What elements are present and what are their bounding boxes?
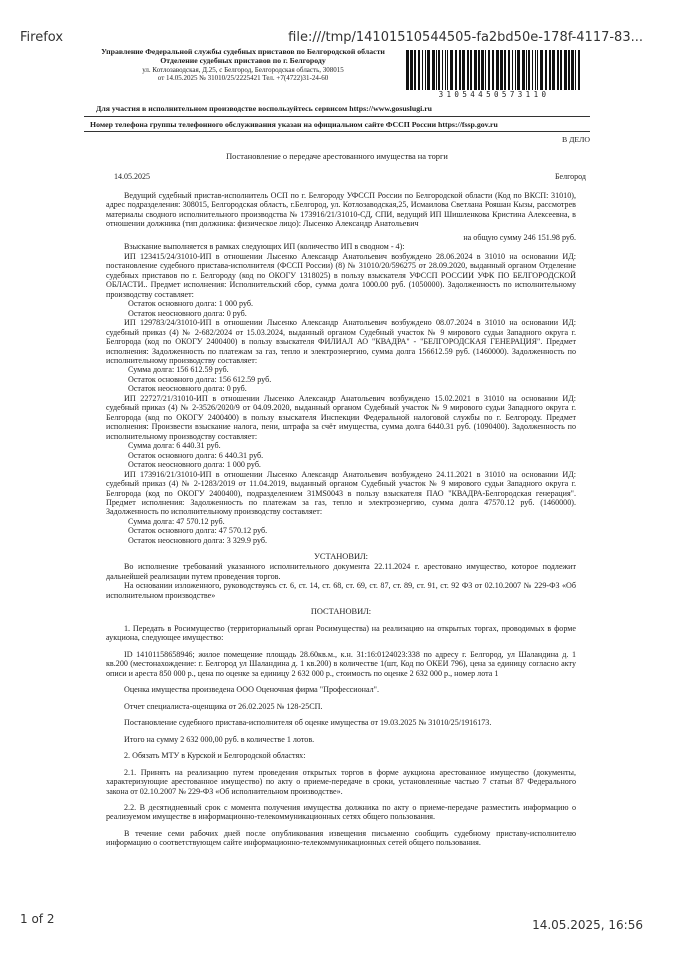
ip-3-text: ИП 22727/21/31010-ИП в отношении Лысенко Александр Анатольевич возбуждено 15.02.2021 в 31010 на основании ИД: судебный приказ (4) № 2-3526/2020/9 от 04.09.2020, выданный органом Судебный участок № 9 мирового судьи Западного округа г. Белгорода (код по ОКОГУ 2400400) в пользу взыскателя Инспекции Федеральной налоговой службы по г. Белгороду. Предмет исполнения: Произвести взыскание налога, пени, штрафа за счёт имущества, сумма долга 6440.31 руб. (1090400). Задолженность по исполнительному производству составляет:: [106, 393, 576, 441]
property-description: ID 14101158658946; жилое помещение площадь 28.60кв.м., к.н. 31:16:0124023:338 по адресу г. Белгород, ул Шаландина д. 1 кв.200 (местонахождение: г. Белгород ул Шаландина д. 1 кв.200) в количестве 1(шт, Код по ОКЕИ 796), цена за единицу согласно акту описи и ареста 850 000 р., цена по оценке за единицу 2 632 000 р., стоимость по оценке 2 632 000 р., номер лота 1: [106, 649, 576, 678]
barcode-graphic: [406, 50, 582, 90]
ip-2-remaining: Остаток основного долга: 156 612.59 руб.: [128, 374, 272, 384]
postanovil-heading: ПОСТАНОВИЛ:: [310, 607, 372, 617]
item-2-2: 2.2. В десятидневный срок с момента получения имущества должника по акту о приеме-передаче разместить информацию о реализуемом имуществе в информационно-телекоммуникационных сетях общего пользования.: [106, 802, 576, 822]
issuer-reg-info: от 14.05.2025 № 31010/25/2225421 Тел. +7(4722)31-24-60: [157, 73, 329, 82]
ip-3-sum: Сумма долга: 6 440.31 руб.: [128, 441, 221, 451]
ustanovil-heading: УСТАНОВИЛ:: [314, 552, 368, 562]
page-counter: 1 of 2: [20, 912, 55, 926]
barcode-number: 31054450573110: [438, 90, 550, 99]
phone-line: Номер телефона группы телефонного обслуживания указан на официальном сайте ФССП России https://fssp.gov.ru: [90, 120, 498, 129]
document-date: 14.05.2025: [114, 172, 150, 181]
ustanovil-text: Во исполнение требований указанного исполнительного документа 22.11.2024 г. арестовано имущество, которое подлежит дальнейшей реализации путем проведения торгов.: [106, 562, 576, 581]
gosuslugi-line: Для участия в исполнительном производстве воспользуйтесь сервисом https://www.gosuslugi.ru: [96, 104, 433, 113]
ip-4-sum: Сумма долга: 47 570.12 руб.: [128, 516, 225, 526]
ip-1-remaining: Остаток основного долга: 1 000 руб.: [128, 299, 254, 309]
legal-basis: На основании изложенного, руководствуясь ст. 6, ст. 14, ст. 68, ст. 69, ст. 87, ст. 89, ст. 91, ст. 92 ФЗ от 02.10.2007 № 229-ФЗ «Об исполнительном производстве»: [106, 581, 576, 600]
ip-4-remaining: Остаток основного долга: 47 570.12 руб.: [128, 526, 268, 536]
browser-app-name: Firefox: [20, 30, 64, 45]
issuer-block: [84, 48, 402, 82]
file-url: file:///tmp/14101510544505-fa2bd50e-178f-4117-83...: [288, 30, 643, 45]
intro-total-sum: на общую сумму 246 151.98 руб.: [463, 232, 576, 242]
ip-3-nonmain: Остаток неосновного долга: 1 000 руб.: [128, 460, 261, 470]
ip-2-sum: Сумма долга: 156 612.59 руб.: [128, 365, 229, 375]
ip-1-text: ИП 123415/24/31010-ИП в отношении Лысенко Александр Анатольевич возбуждено 28.06.2024 в 31010 на основании ИД: постановление судебного пристава-исполнителя (ФССП России) (8) № 31010/20/596275 от 28.09.2020, выданный органом Отделение судебных приставов по г. Белгороду (код по ОКОГУ 1318025) в пользу взыскателя УФССП РОССИИ УФК ПО БЕЛГОРОДСКОЙ ОБЛАСТИ.. Предмет исполнения: Исполнительский сбор, сумма долга 1000.00 руб. (1050000). Задолженность по исполнительному производству составляет:: [106, 251, 576, 299]
issuer-address: ул. Котлозаводская, Д.25, с Белгород, Белгородская область, 308015: [142, 65, 344, 74]
header-rule-top: [84, 116, 590, 117]
appraisal-resolution: Постановление судебного пристава-исполнителя об оценке имущества от 19.03.2025 № 31010/25/1916173.: [124, 718, 492, 728]
intro-paragraph: Ведущий судебный пристав-исполнитель ОСП по г. Белгороду УФССП России по Белгородской области (Код по ВКСП: 31010), адрес подразделения: 308015, Белгородская область, г.Белгород, ул. Котлозаводская,25, Исмаилова Светлана Рояшан Кызы, рассмотрев материалы сводного исполнительного производства № 173916/21/31010-СД, СПИ, ведущий ИП Шишленкова Кристина Алексеевна, в отношении должника (тип должника: физическое лицо): Лысенко Александр Анатольевич: [106, 191, 576, 229]
item-1: 1. Передать в Росимущество (территориальный орган Росимущества) на реализацию на открытых торгах, проводимых в форме аукциона, следующее имущество:: [106, 623, 576, 643]
header-rule-bottom: [84, 131, 590, 132]
appraiser-report: Отчет специалиста-оценщика от 26.02.2025 № 128-25СП.: [124, 701, 323, 711]
issuer-department: Отделение судебных приставов по г. Белгороду: [160, 55, 326, 65]
ip-2-nonmain: Остаток неосновного долга: 0 руб.: [128, 384, 247, 394]
browser-header: [0, 0, 679, 45]
ip-3-remaining: Остаток основного долга: 6 440.31 руб.: [128, 450, 264, 460]
appraisal-line: Оценка имущества произведена ООО Оценочная фирма "Профессионал".: [124, 685, 380, 695]
item-2: 2. Обязать МТУ в Курской и Белгородской областях:: [124, 751, 306, 761]
item-2-1: 2.1. Принять на реализацию путем проведения открытых торгов в форме аукциона арестованное имущество (документы, характеризующие арестованное имущество) по акту о приеме-передаче в сроки, установленные частью 7 статьи 87 Федерального закона от 02.10.2007 № 229-ФЗ «Об исполнительном производстве».: [106, 767, 576, 796]
case-mark: В ДЕЛО: [561, 135, 590, 144]
document-body: [106, 191, 576, 848]
item-2-3: В течение семи рабочих дней после опубликования извещения письменно сообщить судебному приставу-исполнителю информацию о соответствующем сайте информационно-телекоммуникационных сетей общего пользования.: [106, 828, 576, 848]
document-title: Постановление о передаче арестованного имущества на торги: [226, 152, 448, 161]
total-line: Итого на сумму 2 632 000,00 руб. в количестве 1 лотов.: [124, 734, 315, 744]
issuer-agency: Управление Федеральной службы судебных приставов по Белгородской области: [101, 47, 385, 56]
print-timestamp: 14.05.2025, 16:56: [532, 918, 643, 932]
ip-4-nonmain: Остаток неосновного долга: 3 329.9 руб.: [128, 535, 268, 545]
document-page: [84, 48, 590, 898]
ip-2-text: ИП 129783/24/31010-ИП в отношении Лысенко Александр Анатольевич возбуждено 08.07.2024 в 31010 на основании ИД: судебный приказ (4) № 2-682/2024 от 15.03.2024, выданный органом Судебный участок № 9 мирового судьи Западного округа г. Белгорода (код по ОКОГУ 2400400) в пользу взыскателя ФИЛИАЛ АО "КВАДРА" - "БЕЛГОРОДСКАЯ ГЕНЕРАЦИЯ". Предмет исполнения: Задолженность по платежам за газ, тепло и электроэнергию, сумма долга 156612.59 руб. (1460000). Задолженность по исполнительному производству составляет:: [106, 318, 576, 365]
ip-4-text: ИП 173916/21/31010-ИП в отношении Лысенко Александр Анатольевич возбуждено 24.11.2021 в 31010 на основании ИД: судебный приказ (4) № 2-1283/2019 от 11.04.2019, выданный органом Судебный участок № 9 мирового судьи Западного округа г. Белгорода (код по ОКОГУ 2400400), подразделением 31МS0043 в пользу взыскателя ПАО "КВАДРА-Белгородская генерация". Предмет исполнения: Задолженность по платежам за газ, тепло и электроэнергию, сумма долга 47570.12 руб. (1460000). Задолженность по исполнительному производству составляет:: [106, 469, 576, 517]
document-city: Белгород: [554, 172, 586, 181]
ip-1-nonmain: Остаток неосновного долга: 0 руб.: [128, 308, 247, 318]
ip-count-line: Взыскание выполняется в рамках следующих ИП (количество ИП в сводном - 4):: [124, 242, 405, 252]
